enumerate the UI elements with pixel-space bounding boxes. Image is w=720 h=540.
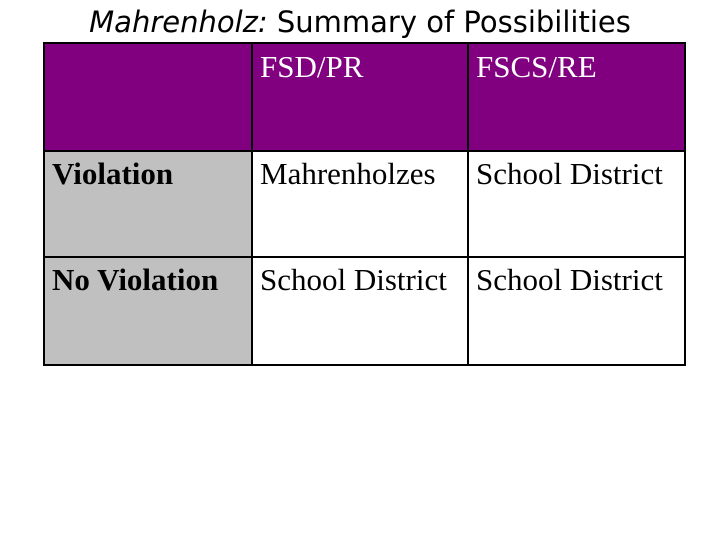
table-header-row xyxy=(44,43,685,151)
row-header-no-violation xyxy=(44,257,252,365)
table-cell: School District xyxy=(468,151,685,257)
row-header-violation xyxy=(44,151,252,257)
title-text: Summary of Possibilities xyxy=(267,5,631,39)
table-cell: School District xyxy=(252,257,468,365)
table-row xyxy=(44,151,685,257)
header-corner-cell xyxy=(44,43,252,151)
header-label: FSCS/RE xyxy=(476,49,597,84)
title-case-name: Mahrenholz: xyxy=(89,5,268,39)
possibilities-table xyxy=(43,42,686,366)
row-label: No Violation xyxy=(52,262,219,297)
table-cell: School District xyxy=(468,257,685,365)
row-label: Violation xyxy=(52,156,174,191)
header-cell-fsd-pr xyxy=(252,43,468,151)
table-row xyxy=(44,257,685,365)
header-label: FSD/PR xyxy=(260,49,364,84)
table-cell: Mahrenholzes xyxy=(252,151,468,257)
slide-title xyxy=(0,2,720,42)
header-cell-fscs-re xyxy=(468,43,685,151)
